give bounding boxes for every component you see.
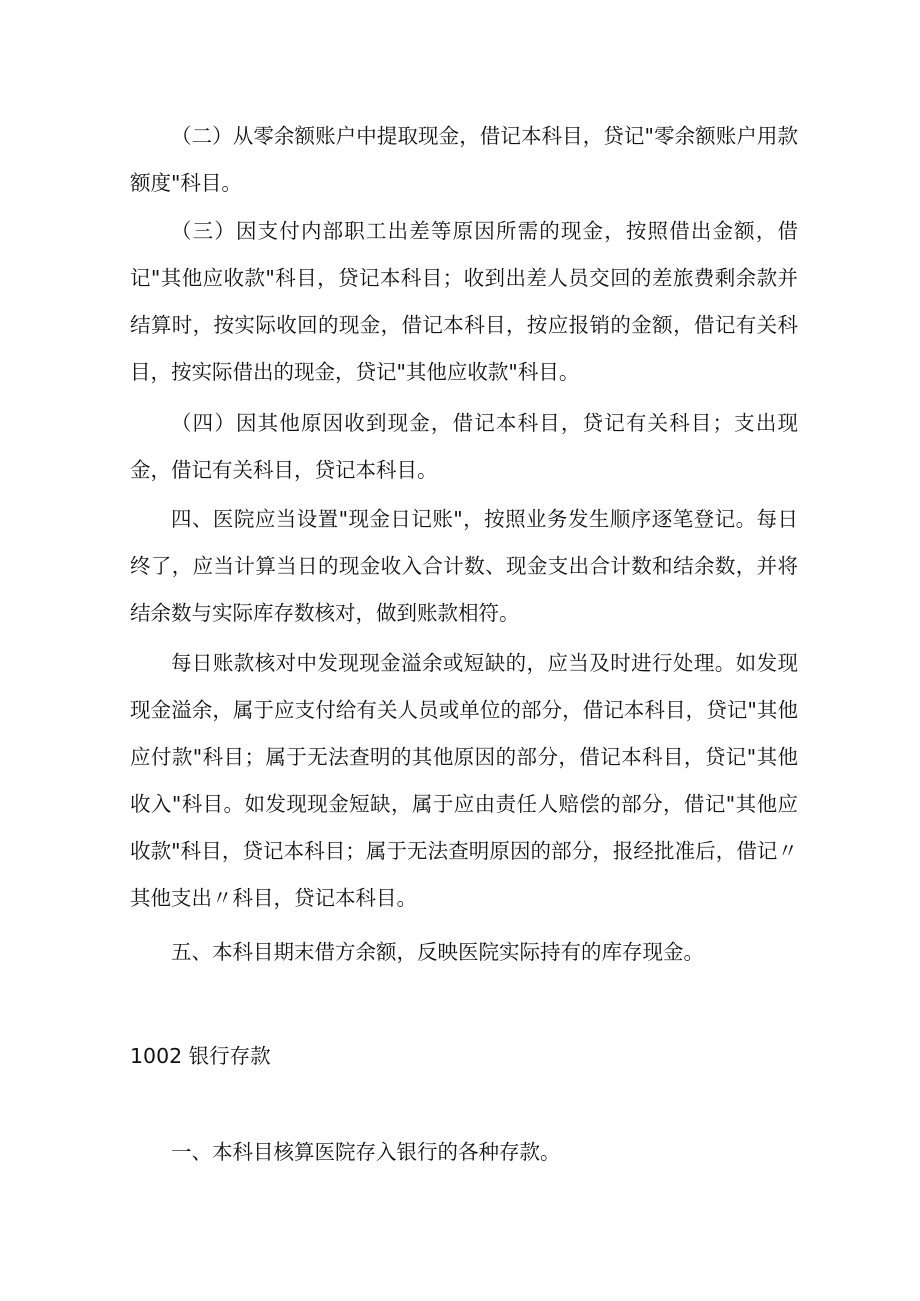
- paragraph-other-cash: （四）因其他原因收到现金，借记本科目，贷记有关科目；支出现金，借记有关科目，贷记本科目。: [130, 411, 798, 482]
- paragraph-cash-journal: 四、医院应当设置"现金日记账"，按照业务发生顺序逐笔登记。每日终了，应当计算当日的现金收入合计数、现金支出合计数和结余数，并将结余数与实际库存数核对，做到账款相符。: [130, 507, 798, 625]
- paragraph-period-balance: 五、本科目期末借方余额，反映医院实际持有的库存现金。: [171, 940, 704, 964]
- paragraph-zero-balance-cash: （二）从零余额账户中提取现金，借记本科目，贷记"零余额账户用款额度"科目。: [130, 124, 798, 195]
- paragraph-travel-advance: （三）因支付内部职工出差等原因所需的现金，按照借出金额，借记"其他应收款"科目，贷记本科目；收到出差人员交回的差旅费剩余款并结算时，按实际收回的现金，借记本科目，按应报销的金额，借记有关科目，按实际借出的现金，贷记"其他应收款"科目。: [130, 219, 798, 384]
- paragraph-bank-deposit-scope: 一、本科目核算医院存入银行的各种存款。: [171, 1140, 561, 1164]
- paragraph-cash-discrepancy: 每日账款核对中发现现金溢余或短缺的，应当及时进行处理。如发现现金溢余，属于应支付给有关人员或单位的部分，借记本科目，贷记"其他应付款"科目；属于无法查明的其他原因的部分，借记本科目，贷记"其他收入"科目。如发现现金短缺，属于应由责任人赔偿的部分，借记"其他应收款"科目，贷记本科目；属于无法查明原因的部分，报经批准后，借记〃其他支出〃科目，贷记本科目。: [130, 651, 798, 910]
- section-heading-bank-deposit: 1002 银行存款: [130, 1044, 271, 1068]
